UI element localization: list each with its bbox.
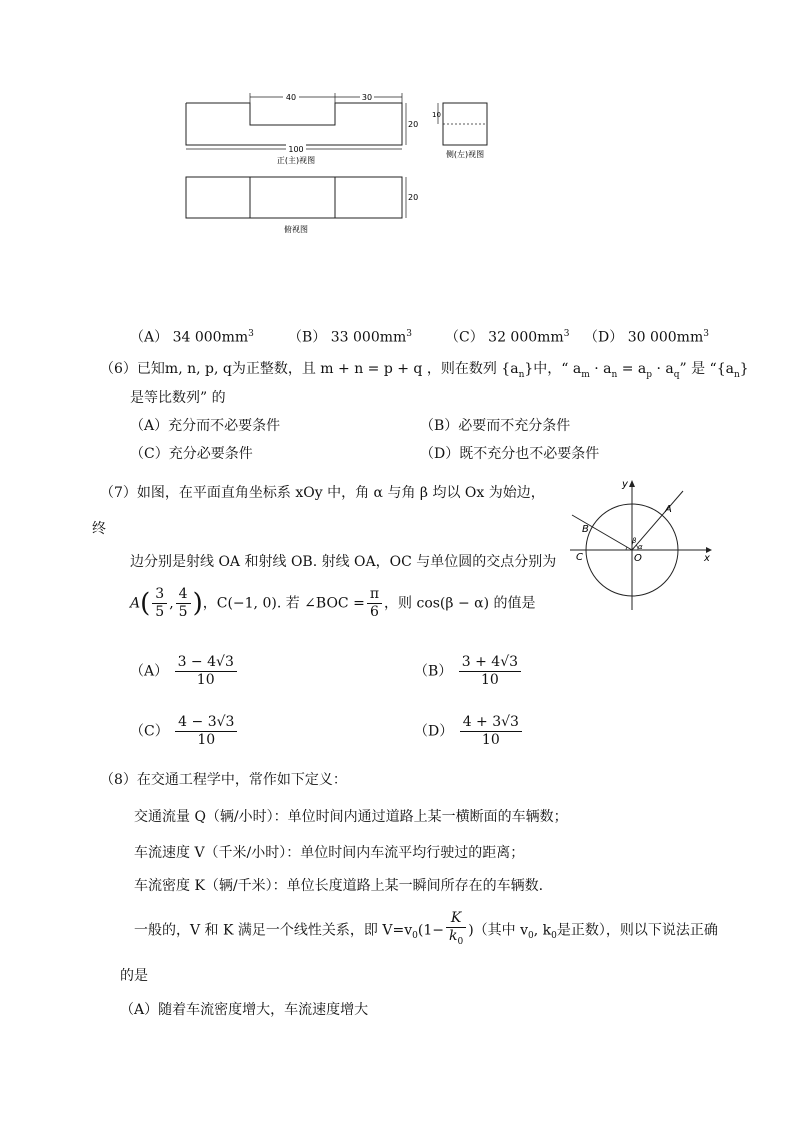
q7-number: （7） <box>100 485 137 501</box>
q8-definition-speed: 车流速度 V（千米/小时）：单位时间内车流平均行驶过的距离； <box>134 845 525 861</box>
q6-option-a: （A）充分而不必要条件 <box>130 418 281 434</box>
q7-option-d: （D） $\frac{4 + 3√3}{10}$ <box>414 714 524 749</box>
q5-option-b: （B） 33 $000mm^3$ <box>288 329 413 346</box>
q7-stem-line2: 边分别是射线 OA 和射线 OB. 射线 OA，OC 与单位圆的交点分别为 <box>130 554 557 570</box>
side-view-caption: 侧(左)视图 <box>445 150 485 159</box>
q8-option-a: （A）随着车流密度增大，车流速度增大 <box>120 1002 369 1018</box>
point-c-label: C <box>576 552 583 563</box>
q7-option-c: （C） $\frac{4 - 3√3}{10}$ <box>130 714 239 749</box>
x-label: x <box>704 553 710 564</box>
top-view-outline <box>186 177 402 218</box>
q5-option-d: （D） 30 $000mm^3$ <box>584 329 709 346</box>
q8-definition-density: 车流密度 K（辆/千米）：单位长度道路上某一瞬间所存在的车辆数. <box>134 878 544 894</box>
q6-stem-line1: （6）已知m, n, p, q为正整数，且 m + n = p + q ，则在数列 $\{a_n\}$中，“ $a_m \cdot a_n = a_p \cdot a_q$” 是 “$\{a_n\}$ <box>100 361 749 380</box>
front-view-outline <box>186 103 402 145</box>
q8-definition-flow: 交通流量 Q（辆/小时）：单位时间内通过道路上某一横断面的车辆数； <box>134 809 568 825</box>
q6-stem-line2: 是等比数列” 的 <box>130 390 226 406</box>
q6-option-c: （C）充分必要条件 <box>130 446 253 462</box>
q7-stem-line1-tail: 终 <box>92 521 106 537</box>
q7-option-a: （A） $\frac{3 - 4√3}{10}$ <box>130 654 239 689</box>
q7-stem-line1: （7）如图，在平面直角坐标系 xOy 中，角 α 与角 β 均以 Ox 为始边， <box>100 485 545 501</box>
q8-general-relation: 一般的，V 和 K 满足一个线性关系，即 $V=v_0(1-$ $\frac{K}{k_0}$ )（其中 $v_0$, $k_0$是正数），则以下说法正确 <box>134 910 718 947</box>
point-b-label: B <box>582 524 589 535</box>
front-dim-20: 20 <box>408 120 419 129</box>
top-dim-20: 20 <box>408 193 419 202</box>
point-a-label: A <box>665 504 672 515</box>
q8-stem-line1: （8）在交通工程学中，常作如下定义： <box>100 772 347 788</box>
alpha-label: α <box>638 543 643 551</box>
point-o-label: O <box>634 553 642 564</box>
ray-oa <box>632 491 683 550</box>
q8-number: （8） <box>100 772 137 788</box>
y-label: y <box>622 479 628 490</box>
side-dim-10: 10 <box>432 111 441 119</box>
q5-option-a: （A） 34 $000mm^3$ <box>130 329 254 346</box>
q7-unit-circle-figure <box>568 475 718 615</box>
q5-option-c: （C） 32 $000mm^3$ <box>445 329 570 346</box>
three-view-drawing <box>180 90 510 240</box>
ray-ob <box>572 515 632 550</box>
q6-option-d: （D）既不充分也不必要条件 <box>420 446 600 462</box>
q8-stem-continue: 的是 <box>120 968 148 984</box>
front-view-caption: 正(主)视图 <box>276 156 316 165</box>
q7-stem-line3: A( $\frac{3}{5}$ , $\frac{4}{5}$ )，C(−1, 0). 若 ∠BOC = $\frac{\pi}{6}$ ，则 cos(β − α) 的值是 <box>130 586 536 620</box>
q6-number: （6） <box>100 361 137 377</box>
front-dim-40: 40 <box>285 93 297 102</box>
beta-label: β <box>632 537 637 545</box>
q6-option-b: （B）必要而不充分条件 <box>420 418 571 434</box>
q7-option-b: （B） $\frac{3 + 4√3}{10}$ <box>414 654 523 689</box>
front-dim-100: 100 <box>288 145 304 154</box>
top-view-caption: 俯视图 <box>284 225 308 234</box>
front-dim-30: 30 <box>361 93 373 102</box>
